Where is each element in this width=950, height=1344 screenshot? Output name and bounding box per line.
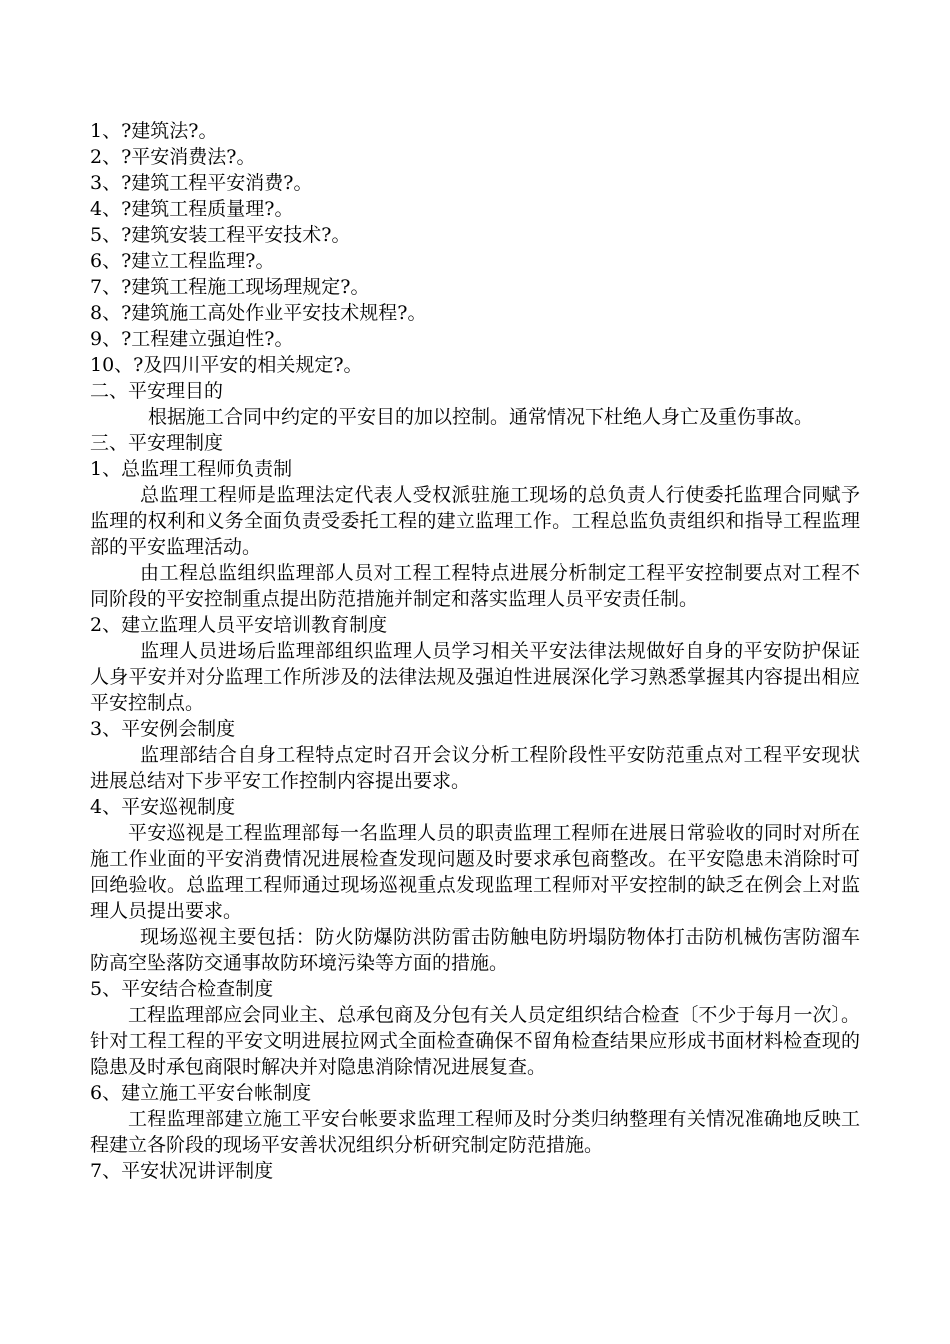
meeting-paragraph: 监理部结合自身工程特点定时召开会议分析工程阶段性平安防范重点对工程平安现状进展总结对下步平安工作控制内容提出要求。 (90, 744, 860, 792)
document-page (90, 118, 860, 1184)
chief-engineer-paragraph-2: 由工程总监组织监理部人员对工程工程特点进展分析制定工程平安控制要点对工程不同阶段的平安控制重点提出防范措施并制定和落实监理人员平安责任制。 (90, 562, 860, 610)
item-title-meeting: 3、平安例会制度 (90, 718, 236, 740)
ledger-paragraph: 工程监理部建立施工平安台帐要求监理工程师及时分类归纳整理有关情况准确地反映工程建立各阶段的现场平安善状况组织分析研究制定防范措施。 (90, 1108, 860, 1156)
law-item-2: 2、?平安消费法?。 (90, 146, 256, 168)
law-item-1: 1、?建筑法?。 (90, 120, 218, 142)
law-item-10: 10、?及四川平安的相关规定?。 (90, 354, 363, 376)
inspection-paragraph-1: 平安巡视是工程监理部每一名监理人员的职责监理工程师在进展日常验收的同时对所在施工作业面的平安消费情况进展检查发现问题及时要求承包商整改。在平安隐患未消除时可回绝验收。总监理工程师通过现场巡视重点发现监理工程师对平安控制的缺乏在例会上对监理人员提出要求。 (90, 822, 860, 922)
item-title-chief-engineer: 1、总监理工程师负责制 (90, 458, 293, 480)
training-paragraph: 监理人员进场后监理部组织监理人员学习相关平安法律法规做好自身的平安防护保证人身平安并对分监理工作所涉及的法律法规及强迫性进展深化学习熟悉掌握其内容提出相应平安控制点。 (90, 640, 860, 714)
item-title-inspection: 4、平安巡视制度 (90, 796, 236, 818)
law-item-9: 9、?工程建立强迫性?。 (90, 328, 294, 350)
item-title-ledger: 6、建立施工平安台帐制度 (90, 1082, 312, 1104)
inspection-paragraph-2: 现场巡视主要包括：防火防爆防洪防雷击防触电防坍塌防物体打击防机械伤害防溜车防高空坠落防交通事故防环境污染等方面的措施。 (90, 926, 860, 974)
law-item-3: 3、?建筑工程平安消费?。 (90, 172, 313, 194)
chief-engineer-paragraph-1: 总监理工程师是监理法定代表人受权派驻施工现场的总负责人行使委托监理合同赋予监理的权利和义务全面负责受委托工程的建立监理工作。工程总监负责组织和指导工程监理部的平安监理活动。 (90, 484, 860, 558)
section-heading-goals: 二、平安理目的 (90, 380, 224, 402)
section-heading-system: 三、平安理制度 (90, 432, 224, 454)
law-item-4: 4、?建筑工程质量理?。 (90, 198, 294, 220)
law-item-5: 5、?建筑安装工程平安技术?。 (90, 224, 351, 246)
law-item-6: 6、?建立工程监理?。 (90, 250, 275, 272)
goals-paragraph: 根据施工合同中约定的平安目的加以控制。通常情况下杜绝人身亡及重伤事故。 (148, 406, 814, 428)
item-title-training: 2、建立监理人员平安培训教育制度 (90, 614, 388, 636)
law-item-8: 8、?建筑施工高处作业平安技术规程?。 (90, 302, 427, 324)
joint-check-paragraph: 工程监理部应会同业主、总承包商及分包有关人员定组织结合检查〔不少于每月一次〕。针对工程工程的平安文明进展拉网式全面检查确保不留角检查结果应形成书面材料检查现的隐患及时承包商限时解决并对隐患消除情况进展复查。 (90, 1004, 860, 1078)
item-title-review: 7、平安状况讲评制度 (90, 1160, 274, 1182)
law-list (90, 118, 860, 378)
item-title-joint-check: 5、平安结合检查制度 (90, 978, 274, 1000)
law-item-7: 7、?建筑工程施工现场理规定?。 (90, 276, 370, 298)
